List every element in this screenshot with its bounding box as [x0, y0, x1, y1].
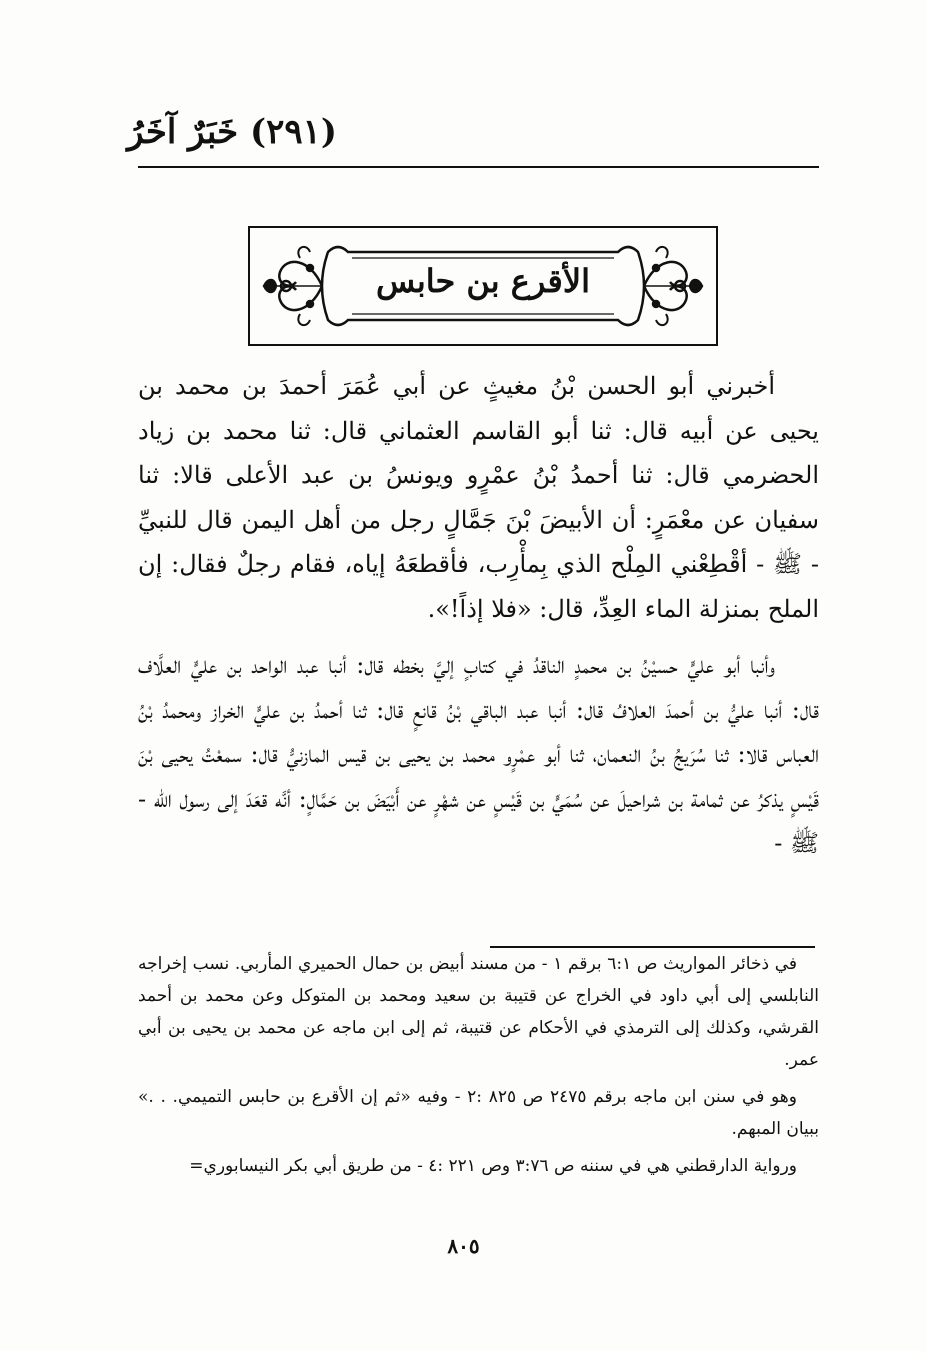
section-title-frame	[248, 226, 718, 346]
footnotes	[138, 948, 819, 1182]
paragraph: وأنبا أبو عليٍّ حسيْنُ بن محمدٍ الناقدُ في كتابٍ إليَّ بخطه قال: أنبا عبد الواحد بن عليٍّ العلَّاف قال: أنبا عليُّ بن أحمدَ العلافُ قال: أنبا عبد الباقي بْنُ قانعٍ قال: ثنا أحمدُ بن عليٍّ الخراز ومحمدُ بْنُ العباس قالا: ثنا سُرَيجُ بنُ النعمان، ثنا أبو عمْرٍو محمد بن يحيى بن قيس المازنيُّ قال: سمعْتُ يحيى بْنَ قَيْسٍ يذكرُ عن ثمامة بن شراحيلَ عن سُمَيٍّ بن قَيْسٍ عن شهْرٍ عن أَبْيَضَ بن حَمَّالٍ: أنَّه قعَدَ إلى رسول اللّه - ﷺ -	[138, 651, 819, 857]
main-text	[138, 364, 819, 866]
page-header-title: (٢٩١) خَبَرٌ آخَرُ	[127, 112, 337, 152]
paragraph: أخبرني أبو الحسن بْنُ مغيثٍ عن أبي عُمَرَ أحمدَ بن محمد بن يحيى عن أبيه قال: ثنا أبو القاسم العثماني قال: ثنا محمد بن زياد الحضرمي قال: ثنا أحمدُ بْنُ عمْرٍو ويونسُ بن عبد الأعلى قالا: ثنا سفيان عن معْمَرٍ: أن الأبيضَ بْنَ جَمَّالٍ رجل من أهل اليمن قال للنبيِّ - ﷺ - أقْطِعْني المِلْح الذي بِمأْرِب، فأقطعَهُ إياه، فقام رجلٌ فقال: إن الملح بمنزلة الماء العِدِّ، قال: «فلا إذاً!».	[138, 372, 819, 623]
page-number: ٨٠٥	[447, 1234, 480, 1258]
section-title: الأقرع بن حابس	[376, 262, 590, 300]
footnote: ورواية الدارقطني هي في سننه ص ٣:٧٦ وص ٢٢١ :٤ - من طريق أبي بكر النيسابوري=	[189, 1156, 797, 1176]
header-rule	[138, 166, 819, 168]
footnote: في ذخائر المواريث ص ٦:١ برقم ١ - من مسند أبيض بن حمال الحميري المأربي. نسب إخراجه النابلسي إلى أبي داود في الخراج عن قتيبة بن سعيد ومحمد بن المتوكل وعن محمد بن أحمد القرشي، وكذلك إلى الترمذي في الأحكام عن قتيبة، ثم إلى ابن ماجه عن محمد بن يحيى بن أبي عمر.	[138, 954, 819, 1070]
footnote: وهو في سنن ابن ماجه برقم ٢٤٧٥ ص ٨٢٥ :٢ - وفيه «ثم إن الأقرع بن حابس التميمي. . .» ببيان المبهم.	[138, 1087, 819, 1139]
